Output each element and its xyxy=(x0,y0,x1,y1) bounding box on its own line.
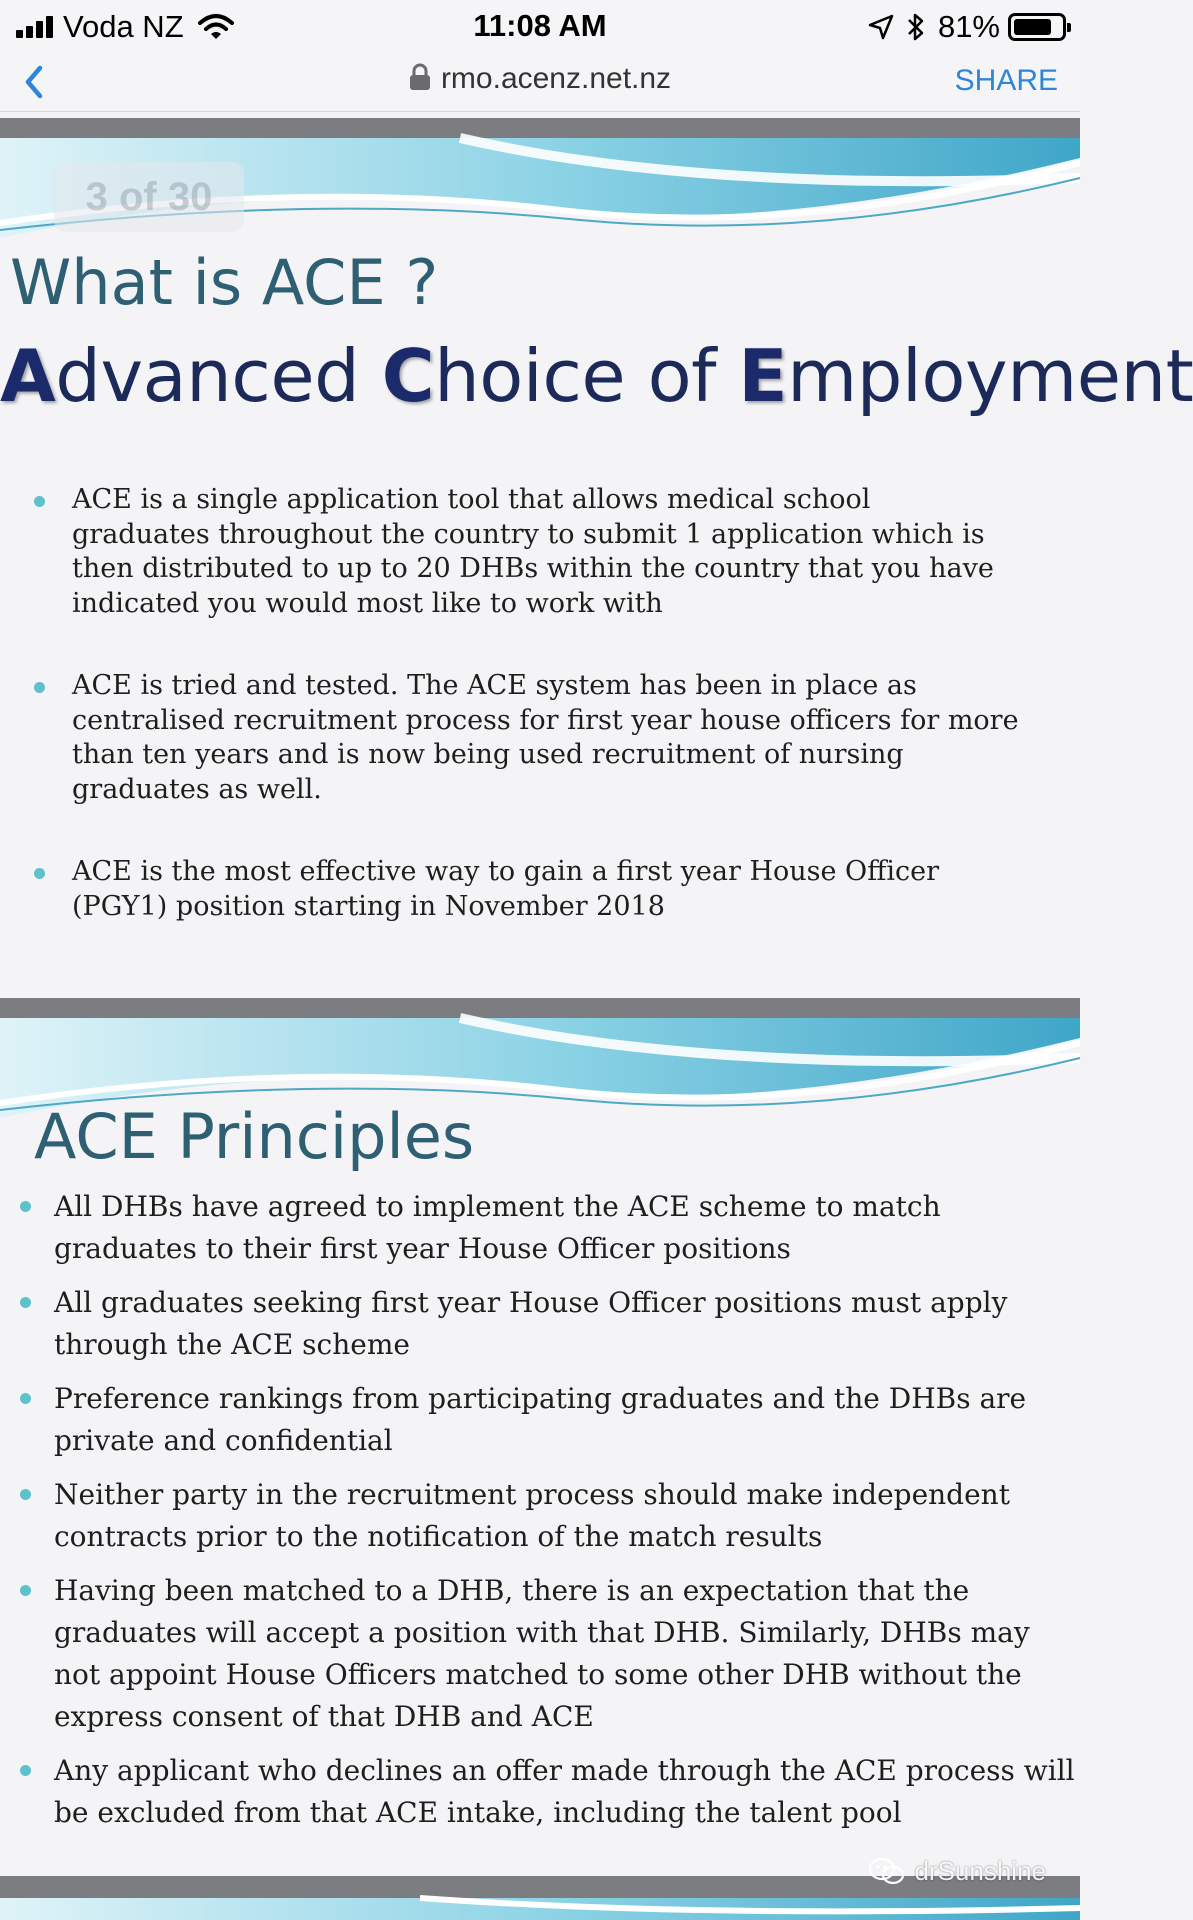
list-item xyxy=(34,669,1019,807)
bullet-line: ACE is the most effective way to gain a first year House Officer xyxy=(72,856,940,887)
bullet-line: graduates will accept a position with that DHB. Similarly, DHBs may xyxy=(54,1616,1030,1649)
bullet-line: centralised recruitment process for first year house officers for more xyxy=(72,704,1019,736)
bullet-line: graduates throughout the country to submit 1 application which is xyxy=(72,518,985,550)
bullet-dot xyxy=(34,682,45,693)
bullet-line: be excluded from that ACE intake, including the talent pool xyxy=(54,1796,902,1829)
share-button[interactable]: SHARE xyxy=(954,64,1058,97)
bullet-dot xyxy=(20,1393,31,1404)
battery-fill xyxy=(1014,19,1051,35)
bullet-line: ACE is tried and tested. The ACE system has been in place as xyxy=(72,670,917,701)
next-slide-peek xyxy=(0,1898,1080,1920)
carrier-name: Voda NZ xyxy=(63,9,184,44)
list-item xyxy=(20,1378,1075,1462)
browser-url-bar xyxy=(0,54,1080,112)
list-item xyxy=(20,1474,1075,1558)
bullet-line: contracts prior to the notification of the match results xyxy=(54,1520,823,1553)
page-indicator: 3 of 30 xyxy=(54,162,244,232)
bullet-line: than ten years and is now being used recruitment of nursing xyxy=(72,739,904,770)
bullet-line: then distributed to up to 20 DHBs within the country that you have xyxy=(72,553,994,584)
lock-icon xyxy=(409,63,431,91)
battery-icon xyxy=(1008,13,1066,41)
subtitle-word-choice: hoice of xyxy=(434,334,739,418)
bullet-list xyxy=(20,1186,1075,1846)
bullet-line: Neither party in the recruitment process should make independent xyxy=(54,1478,1010,1511)
list-item xyxy=(20,1570,1075,1738)
subtitle-letter-a: A xyxy=(0,334,56,418)
bullet-dot xyxy=(20,1765,31,1776)
bullet-list xyxy=(34,483,1019,924)
bullet-line: ACE is a single application tool that allows medical school xyxy=(72,484,871,515)
bullet-dot xyxy=(20,1297,31,1308)
bullet-dot xyxy=(20,1201,31,1212)
bullet-line: graduates to their first year House Officer positions xyxy=(54,1232,791,1265)
status-right xyxy=(868,8,1066,46)
bullet-line: through the ACE scheme xyxy=(54,1328,410,1361)
bullet-line: graduates as well. xyxy=(72,773,322,805)
slide-divider xyxy=(0,998,1080,1018)
slide-what-is-ace xyxy=(0,138,1193,998)
list-item xyxy=(34,483,1019,621)
address-field[interactable] xyxy=(0,62,1080,96)
bullet-line: Having been matched to a DHB, there is an expectation that the xyxy=(54,1574,970,1607)
list-item xyxy=(20,1750,1075,1834)
bullet-line: not appoint House Officers matched to some other DHB without the xyxy=(54,1658,1022,1691)
slide-subtitle xyxy=(0,334,1193,418)
list-item xyxy=(34,855,1019,924)
bullet-dot xyxy=(34,496,45,507)
bullet-dot xyxy=(34,868,45,879)
bluetooth-icon xyxy=(906,11,926,43)
battery-percentage: 81% xyxy=(937,9,1000,44)
url-text: rmo.acenz.net.nz xyxy=(440,62,672,95)
subtitle-word-employment: mployment xyxy=(787,334,1193,418)
bullet-dot xyxy=(20,1585,31,1596)
bullet-line: All graduates seeking first year House Officer positions must apply xyxy=(54,1286,1008,1319)
bullet-line: (PGY1) position starting in November 2018 xyxy=(72,890,665,922)
battery-cap xyxy=(1067,23,1071,32)
status-bar xyxy=(0,0,1080,54)
slide-title: ACE Principles xyxy=(34,1100,475,1173)
bullet-line: All DHBs have agreed to implement the ACE scheme to match xyxy=(54,1190,941,1223)
slide-wave-decoration xyxy=(0,1898,1080,1920)
subtitle-letter-c: C xyxy=(381,334,435,418)
bullet-dot xyxy=(20,1489,31,1500)
watermark-text: drSunshine xyxy=(914,1856,1046,1886)
bullet-line: indicated you would most like to work with xyxy=(72,587,663,619)
clock: 11:08 AM xyxy=(473,8,607,43)
bullet-line: express consent of that DHB and ACE xyxy=(54,1700,594,1733)
list-item xyxy=(20,1186,1075,1270)
bullet-line: Preference rankings from participating graduates and the DHBs are xyxy=(54,1382,1027,1415)
bullet-line: Any applicant who declines an offer made through the ACE process will xyxy=(54,1754,1075,1787)
bullet-line: private and confidential xyxy=(54,1424,393,1457)
wechat-icon xyxy=(868,1857,906,1887)
watermark xyxy=(868,1856,1046,1887)
list-item xyxy=(20,1282,1075,1366)
slide-title: What is ACE ? xyxy=(10,246,439,319)
subtitle-word-advanced: dvanced xyxy=(55,334,382,418)
location-arrow-icon xyxy=(868,14,894,40)
slide-ace-principles xyxy=(0,1018,1080,1876)
subtitle-letter-e: E xyxy=(738,334,788,418)
slide-divider xyxy=(0,118,1080,138)
